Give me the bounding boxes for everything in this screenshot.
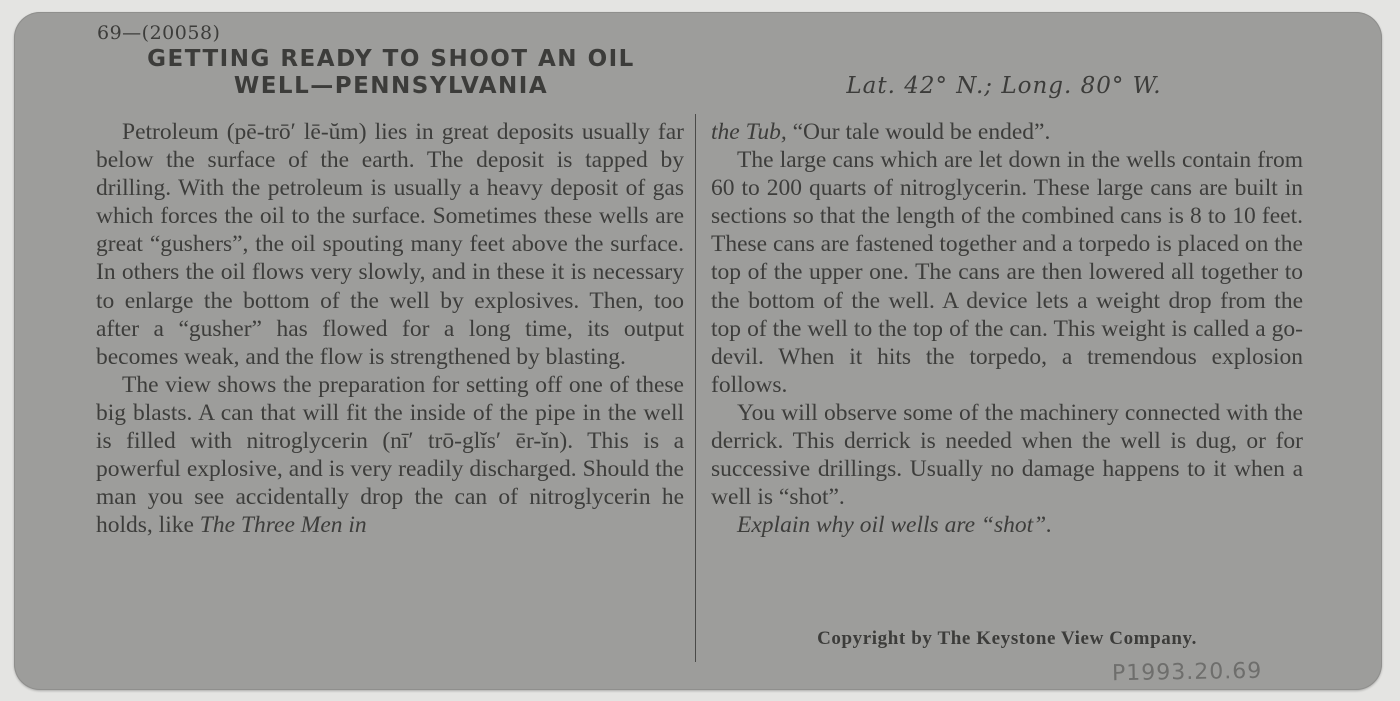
- left-paragraph-2: [96, 371, 684, 540]
- catalog-number: 69—(20058): [97, 22, 221, 44]
- right-column: [711, 118, 1303, 539]
- card-title: [96, 46, 686, 100]
- right-paragraph-0: [711, 118, 1303, 146]
- right-paragraph-2: You will observe some of the machinery connected with the derrick. This derrick is needed when the well is dug, or for successive drillings. Usually no damage happens to it when a well is “shot”.: [711, 399, 1303, 511]
- left-paragraph-2-italic: The Three Men in: [199, 512, 367, 539]
- title-line-2: WELL—PENNSYLVANIA: [233, 73, 549, 99]
- column-divider: [695, 114, 696, 662]
- left-paragraph-2-text: The view shows the preparation for setting off one of these big blasts. A can that will fit the inside of the pipe in the well is filled with nitroglycerin (nī′ trō-glĭs′ ēr-ĭn). This is a powerful explosive, and is very readily discharged. Should the man you see accidentally drop the can of nitroglycerin he holds, like: [96, 371, 684, 539]
- right-paragraph-1: The large cans which are let down in the wells contain from 60 to 200 quarts of nitroglycerin. These large cans are built in sections so that the length of the combined cans is 8 to 10 feet. These cans are fastened together and a torpedo is placed on the top of the upper one. The cans are then lowered all together to the bottom of the well. A device lets a weight drop from the top of the well to the top of the can. This weight is called a go-devil. When it hits the torpedo, a tremendous explosion follows.: [711, 147, 1303, 398]
- right-paragraph-0-italic: the Tub,: [711, 119, 787, 145]
- copyright-line: Copyright by The Keystone View Company.: [817, 628, 1197, 649]
- stereograph-card-back: [14, 12, 1382, 690]
- lat-long: Lat. 42° N.; Long. 80° W.: [846, 73, 1162, 99]
- left-column: [96, 118, 684, 539]
- title-line-1: GETTING READY TO SHOOT AN OIL: [147, 46, 635, 72]
- explain-question: Explain why oil wells are “shot”.: [737, 512, 1053, 539]
- left-paragraph-1: Petroleum (pē-trō′ lē-ŭm) lies in great deposits usually far below the surface of the earth. The deposit is tapped by drilling. With the petroleum is usually a heavy deposit of gas which forces the oil to the surface. Sometimes these wells are great “gushers”, the oil spouting many feet above the surface. In others the oil flows very slowly, and in these it is necessary to enlarge the bottom of the well by explosives. Then, too after a “gusher” has flowed for a long time, its output becomes weak, and the flow is strengthened by blasting.: [96, 119, 684, 370]
- right-paragraph-0-text: “Our tale would be ended”.: [792, 119, 1051, 145]
- accession-number: P1993.20.69: [1111, 658, 1263, 687]
